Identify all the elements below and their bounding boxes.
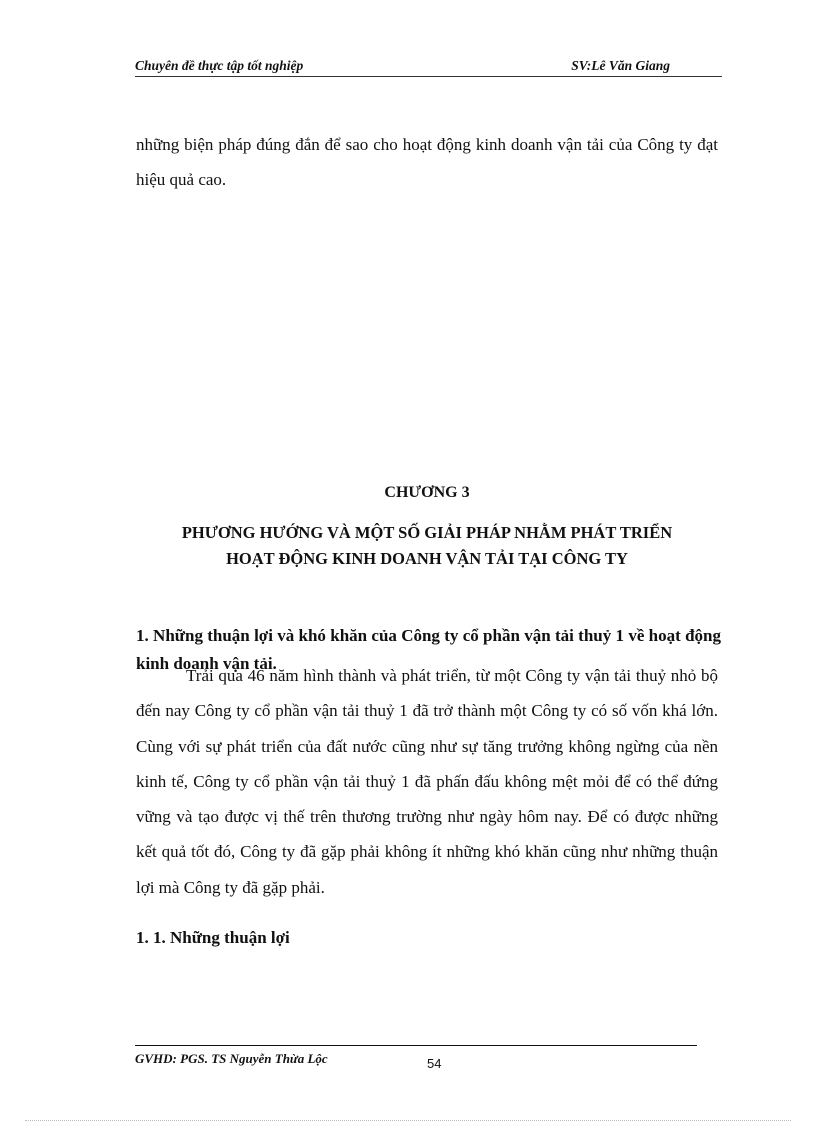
- chapter-title: CHƯƠNG 3: [384, 484, 470, 501]
- intro-paragraph: những biện pháp đúng đắn để sao cho hoạt động kinh doanh vận tải của Công ty đạt hiệu quả cao.: [136, 135, 718, 189]
- page-header: [135, 56, 722, 77]
- header-document-title: Chuyên đề thực tập tốt nghiệp: [135, 58, 304, 73]
- section-heading: 1. Những thuận lợi và khó khăn của Công ty cổ phần vận tải thuỷ 1 về hoạt động kinh doanh vận tải.: [136, 626, 721, 673]
- subsection-heading: 1. 1. Những thuận lợi: [136, 928, 290, 947]
- chapter-subtitle: [136, 520, 718, 572]
- page-bottom-divider: [25, 1120, 791, 1121]
- header-student-name: SV:Lê Văn Giang: [571, 58, 670, 73]
- chapter-subtitle-line2: HOẠT ĐỘNG KINH DOANH VẬN TẢI TẠI CÔNG TY: [226, 549, 628, 568]
- page-number: 54: [427, 1056, 442, 1071]
- chapter-subtitle-line1: PHƯƠNG HƯỚNG VÀ MỘT SỐ GIẢI PHÁP NHẰM PHÁT TRIỂN: [181, 523, 673, 542]
- footer-divider: [135, 1045, 697, 1046]
- footer-supervisor: GVHD: PGS. TS Nguyễn Thừa Lộc: [135, 1051, 328, 1066]
- section-paragraph: Trải qua 46 năm hình thành và phát triển, từ một Công ty vận tải thuỷ nhỏ bộ đến nay Công ty cổ phần vận tải thuỷ 1 đã trở thành một Công ty có số vốn khá lớn. Cùng với sự phát triển của đất nước cũng như sự tăng trưởng không ngừng của nền kinh tế, Công ty cổ phần vận tải thuỷ 1 đã phấn đấu không mệt mỏi để có thể đứng vững và tạo được vị thế trên thương trường như ngày hôm nay. Để có được những kết quả tốt đó, Công ty đã gặp phải không ít những khó khăn cũng như những thuận lợi mà Công ty đã gặp phải.: [136, 666, 718, 897]
